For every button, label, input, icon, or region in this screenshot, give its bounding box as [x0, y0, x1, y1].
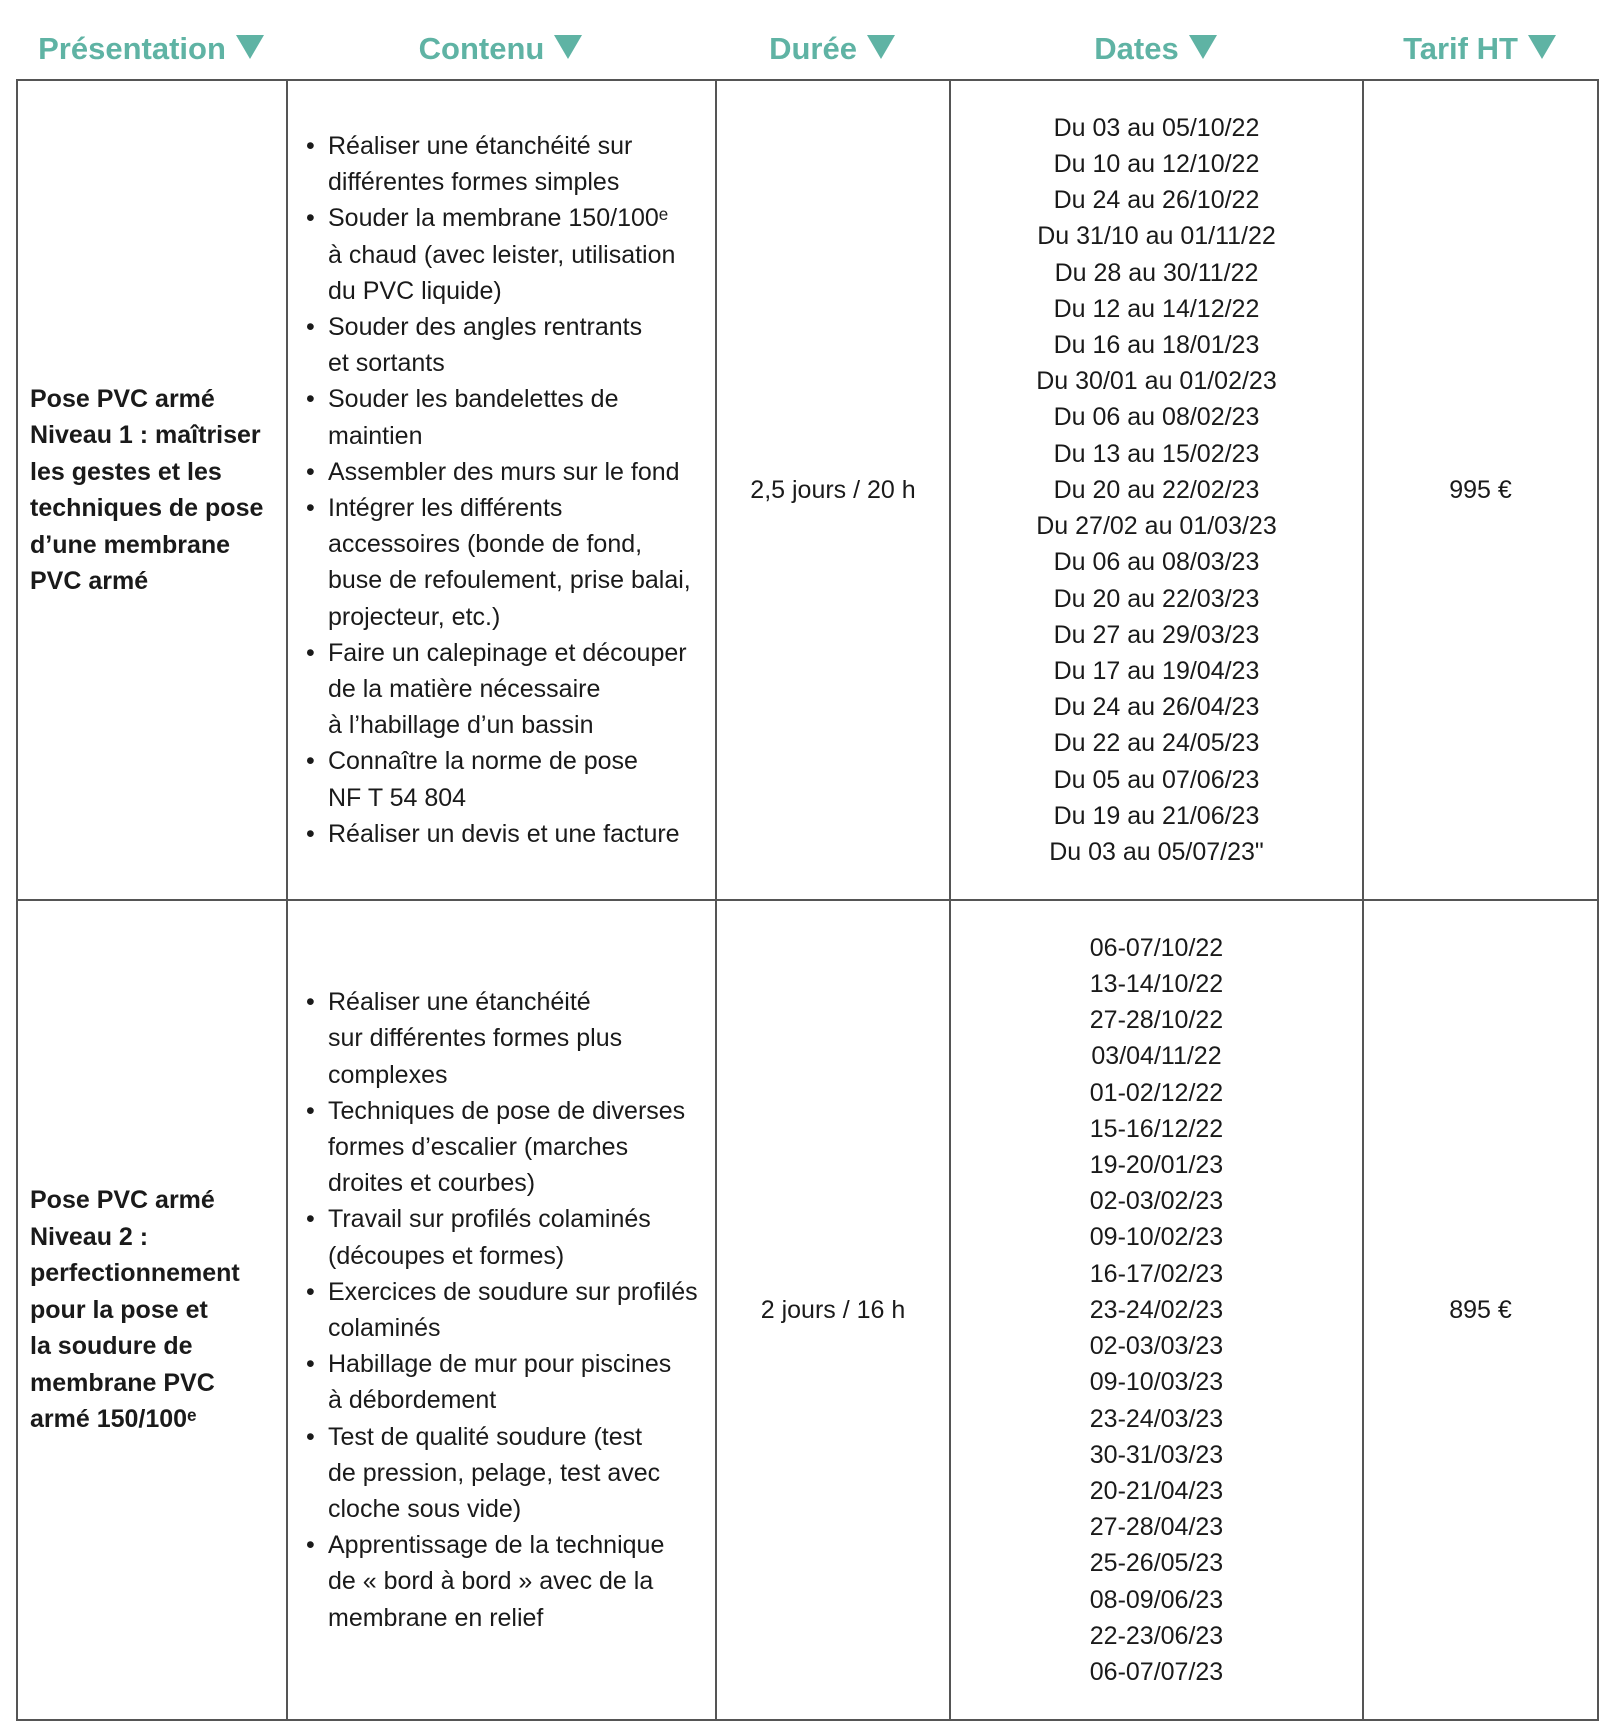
date-item: 09-10/02/23 — [1089, 1223, 1224, 1252]
date-item: Du 30/01 au 01/02/23 — [1036, 367, 1277, 396]
duration-value: 2 jours / 16 h — [760, 1295, 906, 1324]
date-item: 15-16/12/22 — [1089, 1114, 1224, 1143]
list-item — [306, 309, 705, 381]
presentation-cell — [17, 900, 287, 1720]
date-item: Du 24 au 26/04/23 — [1053, 693, 1260, 722]
table-row — [17, 80, 1598, 900]
title-line: armé 150/100ᵉ — [30, 1405, 197, 1434]
presentation-cell — [17, 80, 287, 900]
date-item: 16-17/02/23 — [1089, 1259, 1224, 1288]
date-item: Du 03 au 05/10/22 — [1053, 113, 1260, 142]
date-item: Du 05 au 07/06/23 — [1053, 765, 1260, 794]
date-item: 20-21/04/23 — [1089, 1476, 1224, 1505]
list-item — [306, 490, 705, 635]
date-item: 02-03/02/23 — [1089, 1187, 1224, 1216]
dates-cell — [950, 900, 1363, 1720]
title-line: techniques de pose — [30, 494, 264, 522]
triangle-down-icon — [1528, 35, 1556, 59]
date-item: Du 28 au 30/11/22 — [1054, 258, 1259, 287]
date-item: 23-24/03/23 — [1089, 1404, 1224, 1433]
item-line: • Souder des angles rentrants — [328, 312, 643, 341]
item-line: buse de refoulement, prise balai, — [328, 566, 691, 595]
content-list — [306, 128, 705, 852]
header-presentation[interactable] — [16, 20, 286, 78]
list-item — [306, 984, 705, 1093]
list-item — [306, 1346, 705, 1418]
title-line: la soudure de — [30, 1332, 193, 1361]
item-line: et sortants — [328, 349, 445, 378]
header-presentation-label: Présentation — [38, 31, 226, 66]
title-line: Niveau 1 : maîtriser — [30, 421, 261, 449]
content-list — [306, 984, 705, 1636]
date-item: 22-23/06/23 — [1089, 1621, 1224, 1650]
list-item — [306, 454, 705, 490]
date-item: 25-26/05/23 — [1089, 1549, 1224, 1578]
title-line: Pose PVC armé — [30, 384, 215, 413]
item-line: cloche sous vide) — [328, 1495, 522, 1524]
date-item: Du 27 au 29/03/23 — [1053, 620, 1260, 649]
item-line: • Intégrer les différents — [328, 494, 563, 522]
title-line: pour la pose et — [30, 1295, 208, 1324]
header-dates-label: Dates — [1094, 31, 1179, 66]
list-item — [306, 381, 705, 453]
title-line: perfectionnement — [30, 1259, 240, 1288]
item-line: de la matière nécessaire — [328, 675, 601, 704]
header-dates[interactable] — [949, 20, 1362, 78]
title-line: PVC armé — [30, 567, 149, 595]
price-value: 895 € — [1449, 1295, 1512, 1324]
item-line: • Travail sur profilés colaminés — [328, 1205, 651, 1234]
list-item — [306, 1201, 705, 1273]
list-item — [306, 1274, 705, 1346]
duration-cell — [716, 80, 950, 900]
item-line: accessoires (bonde de fond, — [328, 530, 643, 559]
date-item: Du 03 au 05/07/23" — [1049, 837, 1264, 866]
dates-cell — [950, 80, 1363, 900]
date-item: Du 31/10 au 01/11/22 — [1037, 222, 1276, 251]
item-line: • Assembler des murs sur le fond — [328, 457, 680, 486]
date-item: 27-28/10/22 — [1089, 1006, 1224, 1035]
item-line: • Souder la membrane 150/100ᵉ — [328, 204, 669, 233]
item-line: sur différentes formes plus — [328, 1024, 623, 1053]
date-item: 06-07/07/23 — [1089, 1657, 1224, 1686]
date-item: Du 24 au 26/10/22 — [1053, 186, 1260, 215]
item-line: • Habillage de mur pour piscines — [328, 1350, 672, 1379]
table-header — [16, 20, 1597, 78]
item-line: (découpes et formes) — [328, 1241, 565, 1270]
item-line: • Test de qualité soudure (test — [328, 1422, 643, 1451]
date-item: 23-24/02/23 — [1089, 1295, 1224, 1324]
item-line: • Connaître la norme de pose — [328, 747, 638, 776]
triangle-down-icon — [554, 35, 582, 59]
item-line: projecteur, etc.) — [328, 602, 501, 631]
price-cell — [1363, 80, 1598, 900]
duration-value: 2,5 jours / 20 h — [750, 475, 916, 504]
triangle-down-icon — [867, 35, 895, 59]
item-line: maintien — [328, 421, 423, 450]
list-item — [306, 1419, 705, 1528]
item-line: membrane en relief — [328, 1603, 544, 1632]
dates-list — [951, 110, 1362, 870]
date-item: Du 27/02 au 01/03/23 — [1036, 512, 1277, 541]
header-duree[interactable] — [715, 20, 949, 78]
item-line: complexes — [328, 1060, 448, 1089]
title-line: membrane PVC — [30, 1368, 215, 1397]
date-item: 06-07/10/22 — [1089, 933, 1224, 962]
item-line: • Réaliser un devis et une facture — [328, 819, 680, 848]
date-item: 09-10/03/23 — [1089, 1368, 1224, 1397]
list-item — [306, 1093, 705, 1202]
date-item: 19-20/01/23 — [1089, 1151, 1224, 1180]
title-line: Niveau 2 : — [30, 1222, 149, 1251]
date-item: Du 13 au 15/02/23 — [1053, 439, 1260, 468]
date-item: Du 06 au 08/03/23 — [1053, 548, 1260, 577]
list-item — [306, 200, 705, 309]
triangle-down-icon — [1189, 35, 1217, 59]
price-value: 995 € — [1449, 475, 1512, 504]
list-item — [306, 1527, 705, 1636]
date-item: Du 20 au 22/03/23 — [1053, 584, 1260, 613]
date-item: 27-28/04/23 — [1089, 1513, 1224, 1542]
item-line: NF T 54 804 — [328, 783, 467, 812]
item-line: de « bord à bord » avec de la — [328, 1567, 654, 1596]
date-item: Du 17 au 19/04/23 — [1053, 656, 1260, 685]
dates-list — [951, 930, 1362, 1690]
date-item: 13-14/10/22 — [1089, 970, 1224, 999]
training-table — [16, 79, 1599, 1721]
header-contenu-label: Contenu — [418, 31, 545, 66]
item-line: du PVC liquide) — [328, 276, 502, 305]
item-line: • Réaliser une étanchéité — [328, 988, 591, 1017]
title-line: les gestes et les — [30, 457, 222, 486]
item-line: • Souder les bandelettes de — [328, 385, 619, 414]
header-tarif[interactable] — [1362, 20, 1597, 78]
date-item: Du 20 au 22/02/23 — [1053, 475, 1260, 504]
price-cell — [1363, 900, 1598, 1720]
date-item: Du 10 au 12/10/22 — [1053, 150, 1260, 179]
title-line: d’une membrane — [30, 530, 231, 559]
item-line: à débordement — [328, 1386, 497, 1415]
table-row — [17, 900, 1598, 1720]
date-item: 08-09/06/23 — [1089, 1585, 1224, 1614]
date-item: Du 19 au 21/06/23 — [1053, 801, 1260, 830]
item-line: droites et courbes) — [328, 1169, 536, 1198]
item-line: • Apprentissage de la technique — [328, 1531, 665, 1560]
title-line: Pose PVC armé — [30, 1186, 215, 1215]
date-item: 30-31/03/23 — [1089, 1440, 1224, 1469]
date-item: Du 12 au 14/12/22 — [1053, 294, 1260, 323]
list-item — [306, 743, 705, 815]
item-line: de pression, pelage, test avec — [328, 1458, 661, 1487]
item-line: à l’habillage d’un bassin — [328, 711, 594, 740]
item-line: • Faire un calepinage et découper — [328, 638, 687, 667]
item-line: • Techniques de pose de diverses — [328, 1096, 686, 1125]
item-line: différentes formes simples — [328, 168, 620, 197]
date-item: Du 06 au 08/02/23 — [1053, 403, 1260, 432]
triangle-down-icon — [236, 35, 264, 59]
header-contenu[interactable] — [286, 20, 715, 78]
item-line: à chaud (avec leister, utilisation — [328, 240, 676, 269]
duration-cell — [716, 900, 950, 1720]
date-item: Du 16 au 18/01/23 — [1053, 331, 1260, 360]
content-cell — [287, 80, 716, 900]
item-line: • Exercices de soudure sur profilés — [328, 1277, 698, 1306]
date-item: 02-03/03/23 — [1089, 1332, 1224, 1361]
list-item — [306, 128, 705, 200]
date-item: Du 22 au 24/05/23 — [1053, 729, 1260, 758]
item-line: • Réaliser une étanchéité sur — [328, 131, 633, 160]
header-tarif-label: Tarif HT — [1403, 31, 1518, 66]
content-cell — [287, 900, 716, 1720]
list-item — [306, 816, 705, 852]
date-item: 01-02/12/22 — [1089, 1078, 1224, 1107]
list-item — [306, 635, 705, 744]
header-duree-label: Durée — [769, 31, 857, 66]
date-item: 03/04/11/22 — [1091, 1042, 1222, 1071]
item-line: colaminés — [328, 1314, 441, 1342]
item-line: formes d’escalier (marches — [328, 1132, 629, 1161]
